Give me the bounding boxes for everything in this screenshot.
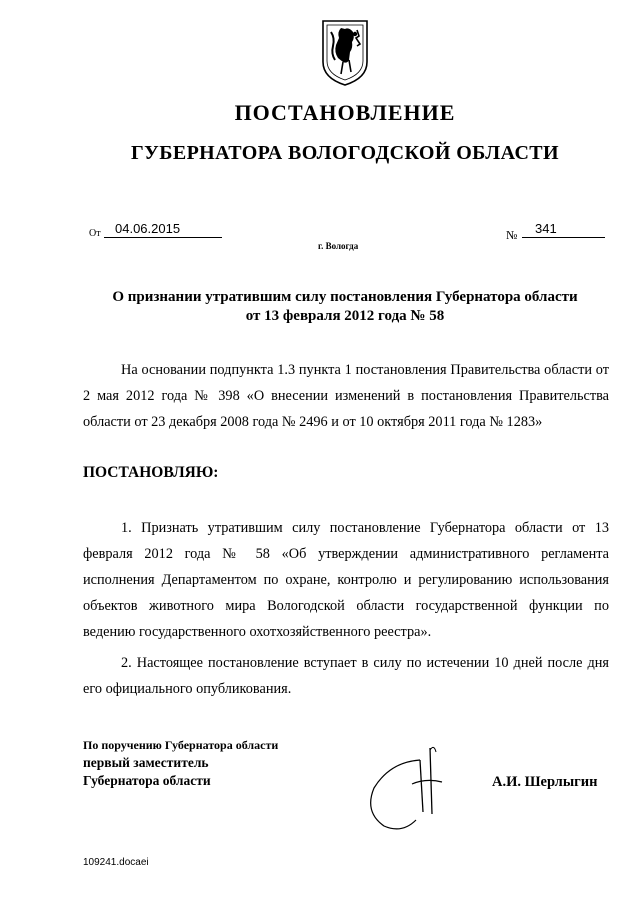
number-underline	[522, 237, 605, 238]
handwritten-signature	[360, 740, 470, 835]
city-label: г. Вологда	[318, 241, 359, 251]
date-underline	[104, 237, 222, 238]
decree-item-1: 1. Признать утратившим силу постановление Губернатора области от 13 февраля 2012 года № 58 «Об утверждении административного регламента исполнения Департаментом по охране, контролю и регулированию использования объектов животного мира Вологодской области государственной функции по ведению государственного охотхозяйственного реестра».	[83, 520, 609, 640]
date-label: От	[89, 228, 101, 239]
signatory-line-2: первый заместитель	[83, 755, 209, 770]
file-reference: 109241.docaei	[83, 857, 149, 868]
signatory-line-1: По поручению Губернатора области	[83, 738, 279, 752]
basis-paragraph: На основании подпункта 1.3 пункта 1 постановления Правительства области от 2 мая 2012 года № 398 «О внесении изменений в постановления Правительства области от 23 декабря 2008 года № 2496 и от 10 октября 2011 года № 1283»	[83, 362, 609, 430]
signatory-line-3: Губернатора области	[83, 773, 211, 788]
subject-line-1: О признании утратившим силу постановления Губернатора области	[112, 289, 578, 305]
date-value: 04.06.2015	[115, 221, 181, 236]
signatory-position	[83, 736, 278, 790]
subject-line-2: от 13 февраля 2012 года № 58	[245, 308, 445, 324]
signer-name: А.И. Шерлыгин	[492, 774, 598, 790]
issuer-title: ГУБЕРНАТОРА ВОЛОГОДСКОЙ ОБЛАСТИ	[131, 142, 559, 164]
number-label: №	[506, 228, 518, 242]
number-value: 341	[535, 221, 557, 236]
decree-heading: ПОСТАНОВЛЯЮ:	[83, 464, 219, 481]
decree-item-2: 2. Настоящее постановление вступает в силу по истечении 10 дней после дня его официального опубликования.	[83, 655, 609, 697]
document-type-title: ПОСТАНОВЛЕНИЕ	[234, 100, 456, 125]
vologda-coat-of-arms-icon	[319, 18, 371, 88]
document-subject	[85, 288, 605, 326]
